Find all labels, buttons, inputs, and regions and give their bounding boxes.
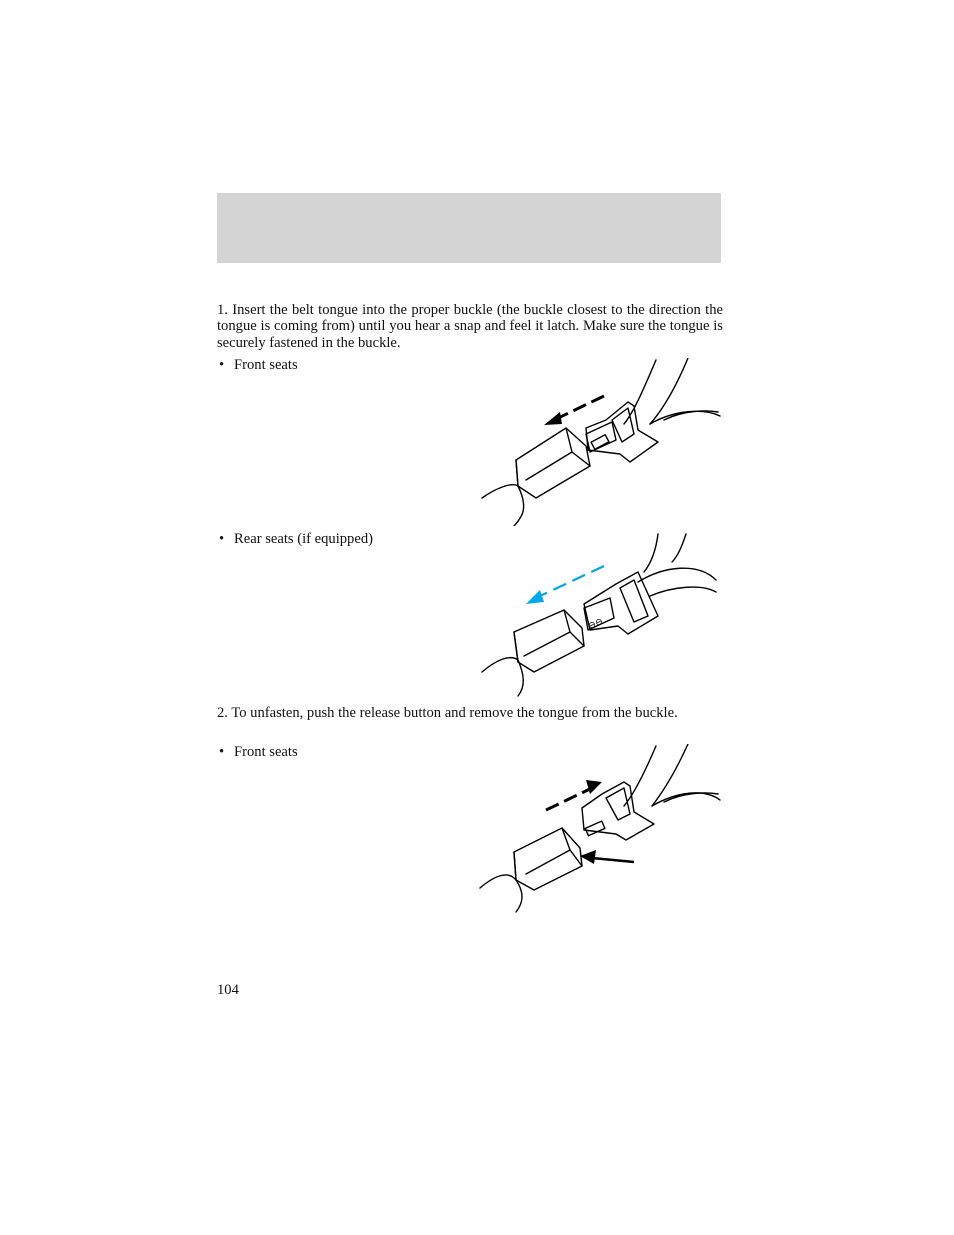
release-button-arrow <box>580 850 634 864</box>
step-2-text: 2. To unfasten, push the release button and remove the tongue from the buckle. <box>217 705 678 721</box>
front-seat-buckle-release-illustration <box>478 744 724 914</box>
insert-direction-arrow <box>544 396 604 425</box>
bullet-rear-seats-fasten <box>219 531 373 547</box>
section-header-band <box>217 193 721 263</box>
page-number: 104 <box>217 982 239 998</box>
front-seat-buckle-fasten-illustration <box>478 358 724 526</box>
bullet-label: Front seats <box>234 744 298 760</box>
bullet-front-seats-unfasten <box>219 744 298 760</box>
bullet-label: Front seats <box>234 357 298 373</box>
svg-text:⊖⊖: ⊖⊖ <box>586 616 605 632</box>
bullet-front-seats-fasten <box>219 357 298 373</box>
bullet-label: Rear seats (if equipped) <box>234 531 373 547</box>
step-1-text: 1. Insert the belt tongue into the proper buckle (the buckle closest to the direction the tongue is coming from) until you hear a snap and feel it latch. Make sure the tongue is securely fastened in the buckle. <box>217 302 723 351</box>
rear-seat-buckle-fasten-illustration <box>478 532 724 700</box>
bullet-dot: • <box>219 744 225 760</box>
bullet-dot: • <box>219 531 225 547</box>
bullet-dot: • <box>219 357 225 373</box>
remove-direction-arrow <box>546 780 602 810</box>
